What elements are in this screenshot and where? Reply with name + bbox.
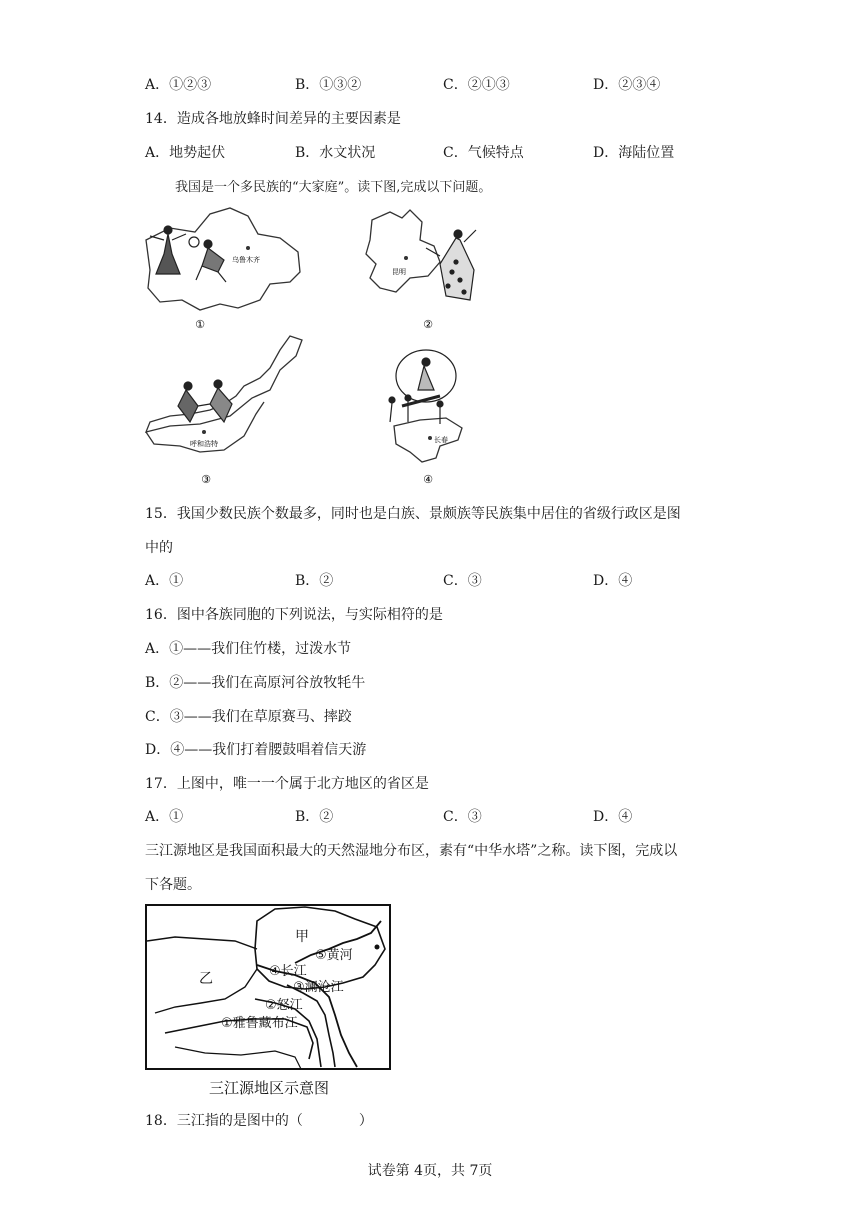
q16-option-d: D．④——我们打着腰鼓唱着信天游 [145, 742, 367, 758]
intro-sanjiangyuan-line1: 三江源地区是我国面积最大的天然湿地分布区，素有“中华水塔”之称。读下图，完成以 [145, 843, 678, 859]
option-b: B．② [295, 809, 334, 825]
label-yellow-river: ⑤黄河 [315, 948, 353, 963]
korean-dancers-icon [389, 350, 456, 424]
map-yunnan [366, 210, 476, 331]
label-1: ① [195, 318, 205, 331]
ethnic-provinces-figure [140, 200, 480, 490]
q16-option-c: C．③——我们在草原赛马、摔跤 [145, 709, 352, 725]
option-b: B．② [295, 573, 334, 589]
q16-option-b: B．②——我们在高原河谷放牧牦牛 [145, 675, 366, 691]
page-footer: 试卷第 4页，共 7页 [367, 1163, 493, 1179]
q17-options [145, 806, 705, 826]
sanjiangyuan-map [145, 903, 393, 1103]
map-inner-mongolia [146, 336, 302, 486]
uyghur-dancers-icon [150, 226, 226, 282]
q17-stem: 17．上图中，唯一一个属于北方地区的省区是 [145, 776, 429, 792]
label-yangtze: ④长江 [269, 964, 307, 979]
label-yarlung-tsangpo: ①雅鲁藏布江 [221, 1016, 298, 1031]
option-b: B．①③② [295, 77, 362, 93]
intro-ethnic: 我国是一个多民族的“大家庭”。读下图,完成以下问题。 [175, 180, 492, 195]
label-jia: 甲 [295, 929, 309, 945]
city-kunming: 昆明 [392, 268, 406, 276]
q15-stem-line2: 中的 [145, 540, 173, 556]
mongol-wrestlers-icon [178, 380, 232, 422]
label-lancang: ③澜沧江 [293, 980, 344, 995]
q16-stem: 16．图中各族同胞的下列说法，与实际相符的是 [145, 607, 443, 623]
option-d: D．④ [593, 809, 633, 825]
option-d: D．②③④ [593, 77, 661, 93]
q18-stem: 18．三江指的是图中的（ ） [145, 1113, 373, 1129]
option-a: A．① [145, 573, 184, 589]
q15-options [145, 570, 705, 590]
label-yi: 乙 [199, 971, 213, 987]
option-c: C．②①③ [443, 77, 510, 93]
q13-options [145, 74, 705, 94]
label-4: ④ [423, 473, 433, 486]
option-a: A．①②③ [145, 77, 212, 93]
option-c: C．③ [443, 809, 482, 825]
option-c: C．气候特点 [443, 145, 524, 161]
city-hohhot: 呼和浩特 [190, 440, 218, 448]
q15-stem-line1: 15．我国少数民族个数最多，同时也是白族、景颇族等民族集中居住的省级行政区是图 [145, 506, 681, 522]
map-jilin [389, 350, 462, 486]
option-c: C．③ [443, 573, 482, 589]
option-b: B．水文状况 [295, 145, 376, 161]
option-d: D．海陆位置 [593, 145, 675, 161]
option-d: D．④ [593, 573, 633, 589]
city-urumqi: 乌鲁木齐 [232, 256, 260, 264]
intro-sanjiangyuan-line2: 下各题。 [145, 877, 201, 893]
label-2: ② [423, 318, 433, 331]
label-nujiang: ②怒江 [265, 998, 303, 1013]
map-xinjiang [146, 208, 300, 331]
option-a: A．地势起伏 [145, 145, 226, 161]
label-3: ③ [201, 473, 211, 486]
q14-stem: 14．造成各地放蜂时间差异的主要因素是 [145, 111, 401, 127]
q16-option-a: A．①——我们住竹楼，过泼水节 [145, 641, 352, 657]
city-changchun: 长春 [434, 436, 448, 444]
option-a: A．① [145, 809, 184, 825]
figure-caption: 三江源地区示意图 [208, 1079, 330, 1097]
q14-options [145, 142, 705, 162]
dai-dancer-icon [426, 230, 476, 300]
